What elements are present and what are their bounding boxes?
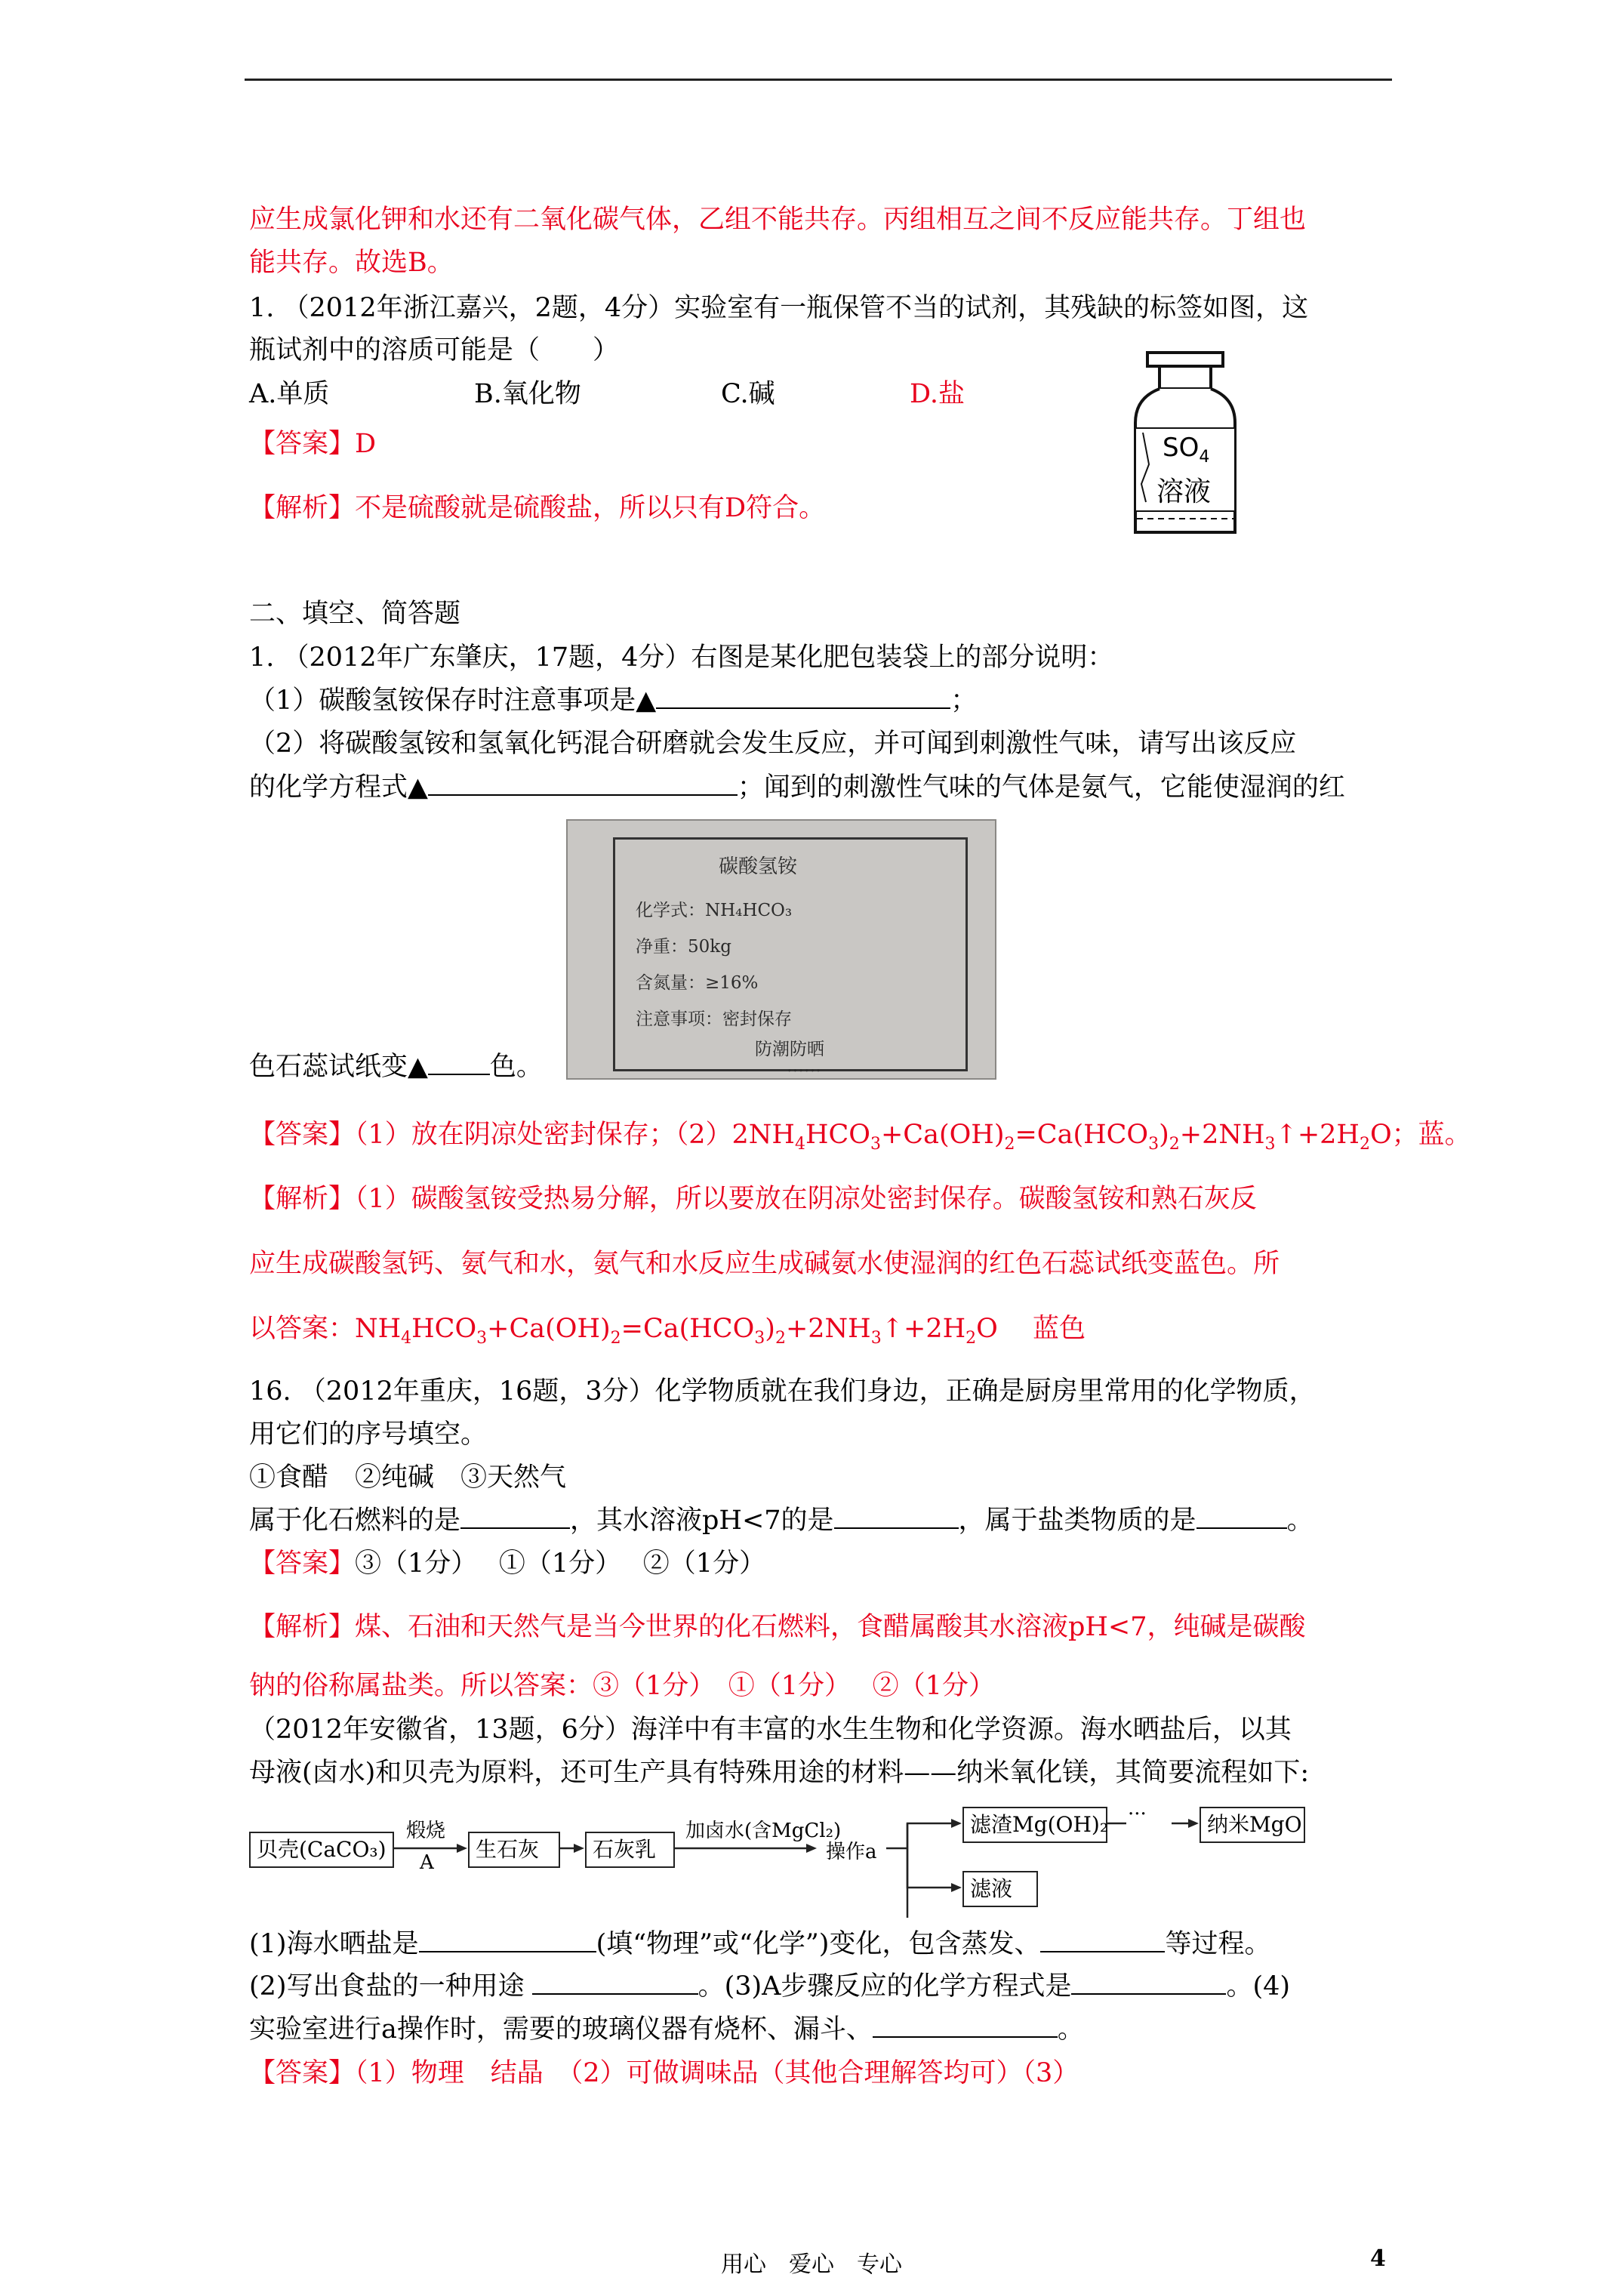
answer-16: 【答案】③（1分） ①（1分） ②（1分）: [249, 1549, 766, 1579]
fertilizer-label-photo: [566, 819, 996, 1080]
option-b: B.氧化物: [474, 379, 581, 409]
option-c: C.碱: [721, 379, 775, 409]
question-anhui: （2012年安徽省，13题，6分）海洋中有丰富的水生生物和化学资源。海水晒盐后，以其: [249, 1715, 1292, 1745]
question-16: 16. （2012年重庆，16题，3分）化学物质就在我们身边，正确是厨房里常用的化学物质，: [249, 1376, 1316, 1407]
label-row: 防潮防晒: [755, 1040, 824, 1059]
arrow-residue: [907, 1823, 951, 1848]
question-2-part2-cont: 的化学方程式▲ ；闻到的刺激性气味的气体是氨气，它能使湿润的红: [249, 772, 1345, 803]
arrow-head: [457, 1844, 467, 1853]
reagent-bottle-figure: [1132, 351, 1238, 536]
flow-dots: ···: [1128, 1803, 1147, 1826]
section-heading: 二、填空、简答题: [249, 599, 461, 629]
arrow-head: [574, 1844, 584, 1853]
explanation-2-cont: 应生成碳酸氢钙、氨气和水，氨气和水反应生成碱氨水使湿润的红色石蕊试纸变蓝色。所: [249, 1249, 1280, 1279]
explanation-2: 【解析】（1）碳酸氢铵受热易分解，所以要放在阴凉处密封保存。碳酸氢铵和熟石灰反: [249, 1184, 1257, 1214]
explanation-2-answer: 以答案：$NH_4HCO_3+Ca(OH)_2=Ca(HCO_3)_2+2NH_3↑+2H_2O$ 蓝色: [249, 1314, 1086, 1348]
blank[interactable]: [656, 685, 950, 709]
question-1-cont: 瓶试剂中的溶质可能是（ ）: [249, 335, 620, 365]
explanation-1: 【解析】不是硫酸就是硫酸盐，所以只有D符合。: [249, 493, 826, 523]
answer-anhui: 【答案】（1）物理 结晶 （2）可做调味品（其他合理解答均可）（3）: [249, 2058, 1079, 2088]
blank[interactable]: [428, 772, 738, 796]
arrow-filtrate: [907, 1848, 951, 1888]
blank[interactable]: [460, 1505, 570, 1529]
option-d: D.盐: [910, 379, 965, 409]
answer-1: 【答案】D: [249, 429, 377, 459]
blank[interactable]: [532, 1971, 698, 1995]
label-row: ……: [787, 1056, 821, 1076]
flow-label-a: A: [420, 1851, 434, 1874]
question-16-options: ①食醋 ②纯碱 ③天然气: [249, 1462, 567, 1493]
label-row: 注意事项：密封保存: [636, 1009, 792, 1029]
flow-box-filtrate: 滤液: [962, 1871, 1038, 1907]
arrow-head: [806, 1844, 817, 1853]
question-2: 1. （2012年广东肇庆，17题，4分）右图是某化肥包装袋上的部分说明：: [249, 643, 1114, 673]
label-row: 净重：50kg: [636, 937, 731, 957]
label-row: 化学式：NH₄HCO₃: [636, 901, 793, 920]
question-16-blanks: 属于化石燃料的是 ，其水溶液pH<7的是 ，属于盐类物质的是 。: [249, 1505, 1313, 1536]
blank[interactable]: [873, 2014, 1058, 2038]
flow-box-residue: 滤渣Mg(OH)₂: [962, 1807, 1107, 1843]
answer-2: 【答案】（1）放在阴凉处密封保存；$(2)2NH_4HCO_3+Ca(OH)_2=Ca(HCO_3)_2+2NH_3↑+2H_2O$；蓝。: [249, 1120, 1471, 1154]
flow-label-operation: 操作a: [826, 1841, 877, 1863]
blank[interactable]: [1071, 1971, 1226, 1995]
question-anhui-part3: 实验室进行a操作时，需要的玻璃仪器有烧杯、漏斗、 。: [249, 2014, 1084, 2045]
question-2-part3: 色石蕊试纸变▲ 色。: [249, 1052, 543, 1082]
blank[interactable]: [428, 1051, 490, 1075]
page-footer: 用心 爱心 专心: [721, 2251, 902, 2278]
question-16-cont: 用它们的序号填空。: [249, 1419, 488, 1450]
question-anhui-part2: (2)写出食盐的一种用途 。(3)A步骤反应的化学方程式是 。(4): [249, 1971, 1291, 2002]
process-flow-chart: [243, 1782, 1315, 1918]
blank[interactable]: [1196, 1505, 1287, 1529]
explanation-16-cont: 钠的俗称属盐类。所以答案：③（1分） ①（1分） ②（1分）: [249, 1671, 995, 1701]
arrow-head: [951, 1883, 962, 1892]
flow-box-quicklime: 生石灰: [468, 1832, 560, 1868]
explanation-16: 【解析】煤、石油和天然气是当今世界的化石燃料，食醋属酸其水溶液pH<7，纯碱是碳酸: [249, 1612, 1306, 1642]
blank[interactable]: [1040, 1928, 1165, 1952]
bottle-formula: $SO_4$: [1163, 433, 1210, 467]
arrow-head: [1188, 1819, 1199, 1828]
question-anhui-cont: 母液(卤水)和贝壳为原料，还可生产具有特殊用途的材料——纳米氧化镁，其简要流程如下:: [249, 1758, 1310, 1788]
flow-label-calcine: 煅烧: [406, 1820, 446, 1842]
question-2-part1: （1）碳酸氢铵保存时注意事项是▲ ；: [249, 686, 978, 716]
blank[interactable]: [834, 1505, 959, 1529]
bottle-label-text: 溶液: [1156, 476, 1212, 507]
header-rule: [245, 79, 1392, 81]
flow-label-brine: 加卤水(含MgCl₂): [685, 1820, 842, 1842]
question-2-part2: （2）将碳酸氢铵和氢氧化钙混合研磨就会发生反应，并可闻到刺激性气味，请写出该反应: [249, 729, 1297, 759]
option-a: A.单质: [249, 379, 330, 409]
flow-box-limemilk: 石灰乳: [585, 1832, 675, 1868]
label-row: 含氮量：≥16%: [636, 973, 759, 993]
flow-box-shell: 贝壳(CaCO₃): [249, 1832, 394, 1868]
flow-box-product: 纳米MgO: [1200, 1807, 1305, 1843]
question-1: 1. （2012年浙江嘉兴，2题，4分）实验室有一瓶保管不当的试剂，其残缺的标签如图，这: [249, 293, 1309, 323]
text-line: 能共存。故选B。: [249, 248, 454, 278]
flow-arrows: [243, 1782, 1315, 1918]
text-line: 应生成氯化钾和水还有二氧化碳气体，乙组不能共存。丙组相互之间不反应能共存。丁组也: [249, 205, 1307, 235]
page-number: 4: [1370, 2245, 1386, 2272]
arrow-head: [951, 1819, 962, 1828]
question-anhui-part1: (1)海水晒盐是 (填“物理”或“化学”)变化，包含蒸发、 等过程。: [249, 1929, 1271, 1959]
blank[interactable]: [419, 1928, 596, 1952]
label-title: 碳酸氢铵: [719, 855, 798, 878]
